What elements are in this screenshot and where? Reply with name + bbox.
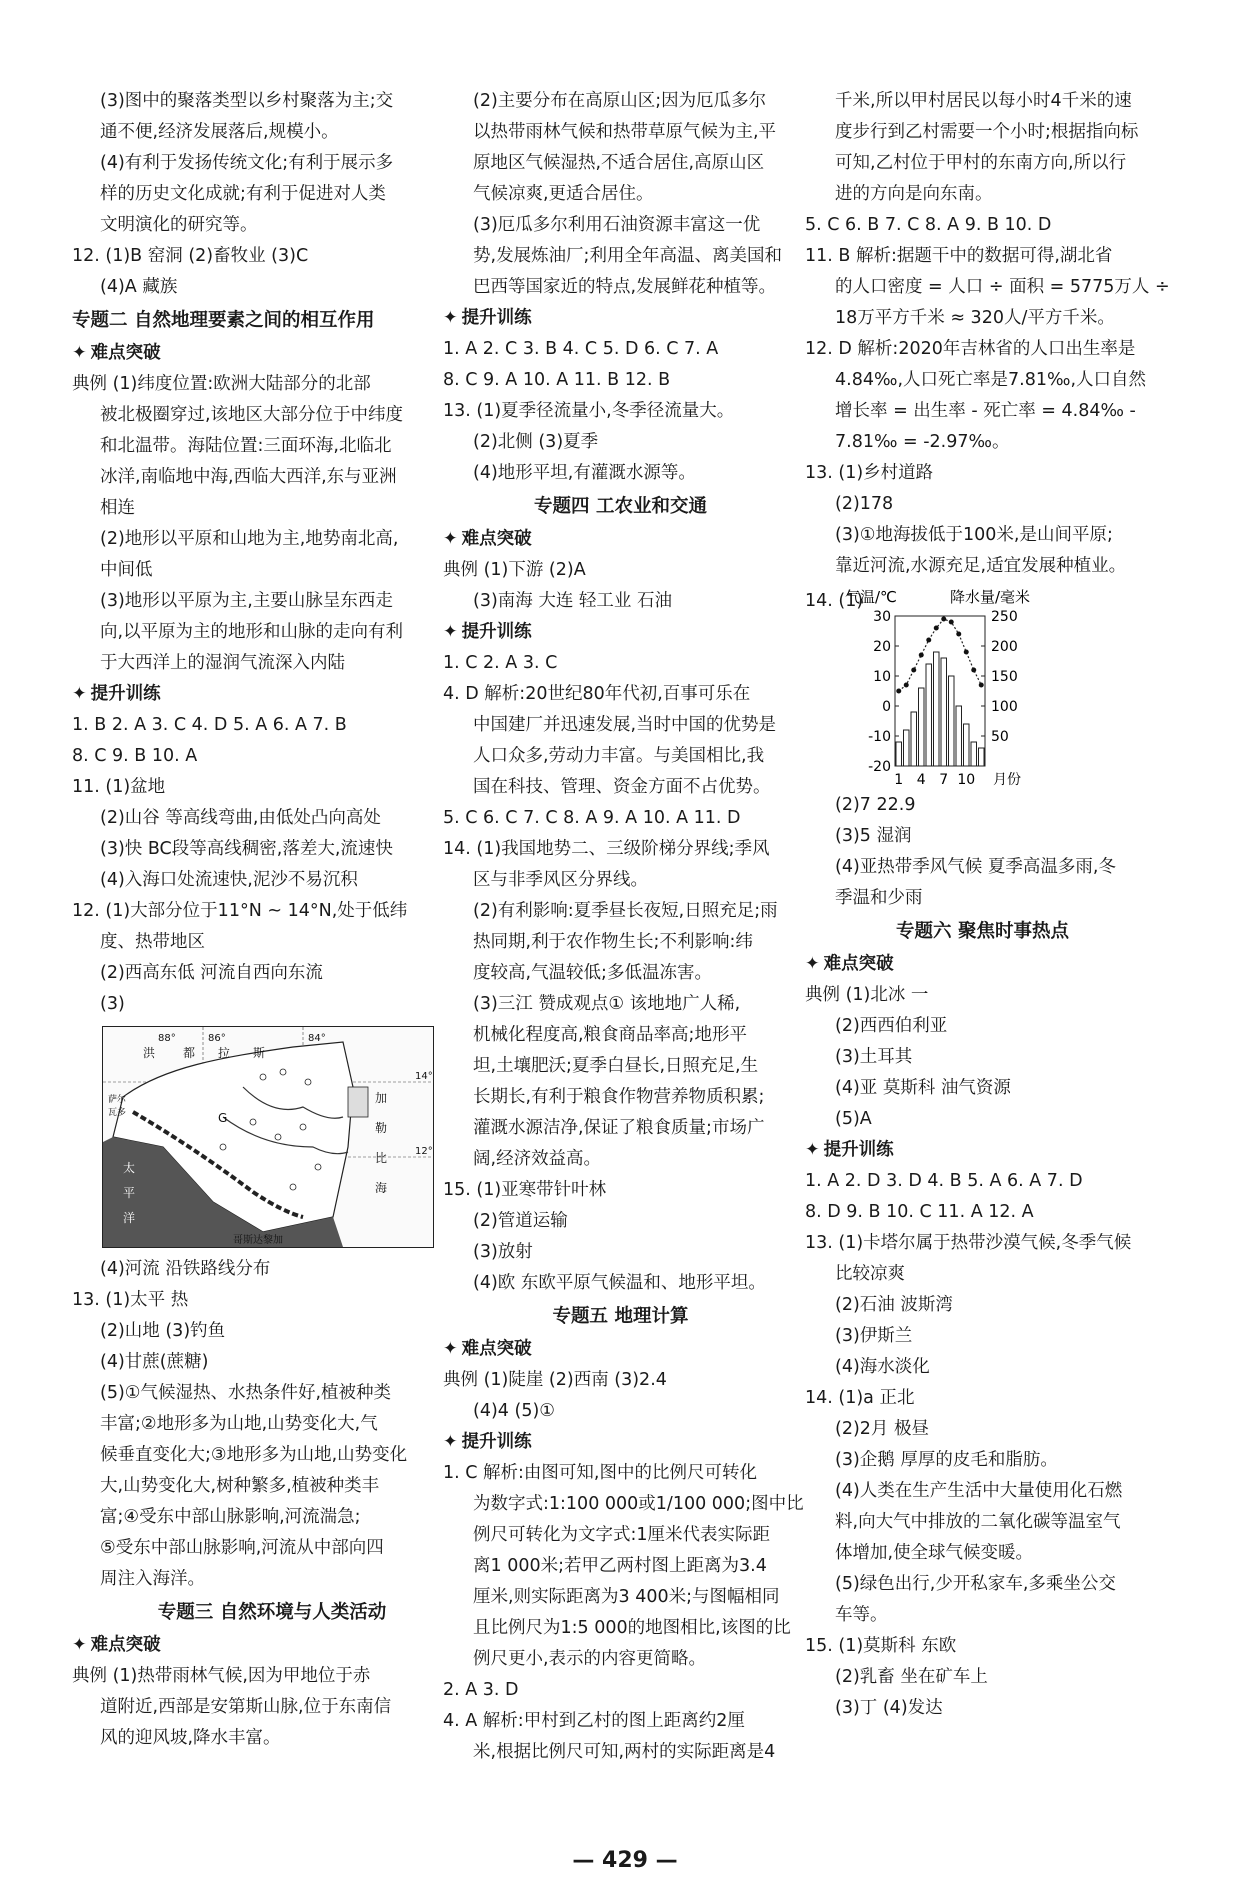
- precip-bar: [964, 724, 970, 766]
- text-line: (2)7 22.9: [835, 795, 916, 815]
- text-line: 阔,经济效益高。: [473, 1149, 602, 1169]
- text-line: 14. (1)a 正北: [805, 1388, 915, 1408]
- text-line: (4)地形平坦,有灌溉水源等。: [473, 463, 696, 483]
- text-line: (2)主要分布在高原山区;因为厄瓜多尔: [473, 91, 767, 111]
- text-line: 车等。: [835, 1605, 888, 1625]
- text-line: (3)放射: [473, 1242, 533, 1262]
- temperature-point: [896, 689, 901, 694]
- subsection-heading: ✦ 提升训练: [443, 1427, 798, 1458]
- central-america-map: [103, 1027, 433, 1247]
- text-line: (5)绿色出行,少开私家车,多乘坐公交: [835, 1574, 1116, 1594]
- section-heading: 专题三 自然环境与人类活动: [157, 1602, 387, 1623]
- page-number: — 429 —: [572, 1848, 678, 1873]
- text-line: (2)山地 (3)钓鱼: [100, 1321, 226, 1341]
- text-line: 料,向大气中排放的二氧化碳等温室气: [835, 1512, 1121, 1532]
- text-line: 度、热带地区: [100, 932, 205, 952]
- section-heading: 专题四 工农业和交通: [534, 496, 707, 517]
- text-line: (3)丁 (4)发达: [835, 1698, 943, 1718]
- map-place-label: 加: [375, 1091, 388, 1105]
- text-line: 中国建厂并迅速发展,当时中国的优势是: [473, 715, 777, 735]
- x-axis-label: 月份: [993, 772, 1021, 786]
- text-line: (2)北侧 (3)夏季: [473, 432, 599, 452]
- text-line: 厘米,则实际距离为3 400米;与图幅相同: [473, 1587, 780, 1607]
- y1-tick-label: -10: [868, 729, 891, 745]
- temperature-point: [956, 632, 961, 637]
- text-line: 相连: [100, 498, 135, 518]
- text-line: 以热带雨林气候和热带草原气候为主,平: [473, 122, 777, 142]
- precip-bar: [971, 742, 977, 766]
- temperature-point: [941, 617, 946, 622]
- text-line: 风的迎风坡,降水丰富。: [100, 1728, 281, 1748]
- text-line: 区与非季风区分界线。: [473, 870, 648, 890]
- text-line: 12. D 解析:2020年吉林省的人口出生率是: [805, 339, 1136, 359]
- text-line: 2. A 3. D: [443, 1680, 519, 1700]
- text-line: 坦,土壤肥沃;夏季白昼长,日照充足,生: [473, 1056, 759, 1076]
- text-line: 4. A 解析:甲村到乙村的图上距离约2厘: [443, 1711, 745, 1731]
- text-line: (2)石油 波斯湾: [835, 1295, 953, 1315]
- map-place-label: 洋: [123, 1211, 136, 1225]
- column-1-text-top: [72, 86, 472, 1020]
- text-line: 米,根据比例尺可知,两村的实际距离是4: [473, 1742, 776, 1762]
- column-2-text: [443, 86, 804, 1768]
- y1-axis-label: 气温/℃: [845, 588, 897, 606]
- column-2: [443, 86, 804, 1768]
- text-line: 典例 (1)纬度位置:欧洲大陆部分的北部: [72, 374, 371, 394]
- map-place-label: 海: [375, 1181, 388, 1195]
- text-line: 11. (1)盆地: [72, 777, 166, 797]
- precip-bar: [904, 730, 910, 766]
- y2-tick-label: 200: [991, 639, 1018, 655]
- text-line: (2)山谷 等高线弯曲,由低处凸向高处: [100, 808, 381, 828]
- text-line: (4)河流 沿铁路线分布: [100, 1259, 271, 1279]
- text-line: (3)①地海拔低于100米,是山间平原;: [835, 525, 1113, 545]
- precip-bar: [919, 688, 925, 766]
- text-line: 增长率 = 出生率 - 死亡率 = 4.84‰ -: [835, 401, 1136, 421]
- text-line: (3)地形以平原为主,主要山脉呈东西走: [100, 591, 393, 611]
- text-line: 中间低: [100, 560, 153, 580]
- column-1-text-bottom: [72, 1254, 472, 1754]
- temperature-point: [979, 683, 984, 688]
- text-line: 被北极圈穿过,该地区大部分位于中纬度: [100, 405, 404, 425]
- map-figure: [102, 1026, 434, 1248]
- text-line: 为数字式:1:100 000或1/100 000;图中比: [473, 1494, 804, 1514]
- text-line: 12. (1)B 窑洞 (2)畜牧业 (3)C: [72, 246, 309, 266]
- text-line: (4)入海口处流速快,泥沙不易沉积: [100, 870, 358, 890]
- text-line: 通不便,经济发展落后,规模小。: [100, 122, 339, 142]
- precip-bar: [926, 664, 932, 766]
- text-line: 5. C 6. C 7. C 8. A 9. A 10. A 11. D: [443, 808, 741, 828]
- text-line: (2)乳畜 坐在矿车上: [835, 1667, 988, 1687]
- temperature-point: [919, 653, 924, 658]
- text-line: 可知,乙村位于甲村的东南方向,所以行: [835, 153, 1127, 173]
- y2-tick-label: 250: [991, 609, 1018, 625]
- x-tick-label: 1: [894, 772, 904, 786]
- x-tick-label: 4: [916, 772, 926, 786]
- text-line: 1. A 2. D 3. D 4. B 5. A 6. A 7. D: [805, 1171, 1083, 1191]
- y1-tick-label: 30: [873, 609, 891, 625]
- text-line: 靠近河流,水源充足,适宜发展种植业。: [835, 556, 1127, 576]
- text-line: 且比例尺为1:5 000的地图相比,该图的比: [473, 1618, 791, 1638]
- text-line: 7.81‰ = -2.97‰。: [835, 432, 1010, 452]
- map-place-label: 洪: [143, 1046, 156, 1060]
- text-line: 体增加,使全球气候变暖。: [835, 1543, 1034, 1563]
- text-line: 季温和少雨: [835, 888, 923, 908]
- text-line: (3)厄瓜多尔利用石油资源丰富这一优: [473, 215, 761, 235]
- text-line: (4)亚热带季风气候 夏季高温多雨,冬: [835, 857, 1116, 877]
- text-line: 长期长,有利于粮食作物营养物质积累;: [473, 1087, 765, 1107]
- precip-bar: [941, 658, 947, 766]
- map-place-label: 萨尔: [108, 1095, 127, 1105]
- y2-tick-label: 50: [991, 729, 1009, 745]
- temperature-point: [964, 650, 969, 655]
- text-line: 国在科技、管理、资金方面不占优势。: [473, 777, 771, 797]
- subsection-heading: ✦ 难点突破: [805, 949, 1160, 980]
- column-3-text-bottom: [805, 790, 1160, 1724]
- lat-label-14: 14°: [415, 1071, 433, 1082]
- text-line: 道附近,西部是安第斯山脉,位于东南信: [100, 1697, 392, 1717]
- text-line: 12. (1)大部分位于11°N ~ 14°N,处于低纬: [72, 901, 408, 921]
- map-place-label: 瓦多: [108, 1108, 127, 1118]
- map-place-label: 太: [123, 1161, 136, 1175]
- map-place-label: G: [218, 1111, 228, 1125]
- temperature-point: [911, 668, 916, 673]
- text-line: 离1 000米;若甲乙两村图上距离为3.4: [473, 1556, 767, 1576]
- text-line: 丰富;②地形多为山地,山势变化大,气: [100, 1414, 378, 1434]
- text-line: (3)快 BC段等高线稠密,落差大,流速快: [100, 839, 393, 859]
- text-line: 典例 (1)热带雨林气候,因为甲地位于赤: [72, 1666, 371, 1686]
- text-line: (4)A 藏族: [100, 277, 178, 297]
- text-line: 1. C 2. A 3. C: [443, 653, 558, 673]
- temperature-point: [904, 683, 909, 688]
- text-line: 周注入海洋。: [100, 1569, 205, 1589]
- text-line: 4.84‰,人口死亡率是7.81‰,人口自然: [835, 370, 1147, 390]
- text-line: (4)有利于发扬传统文化;有利于展示多: [100, 153, 394, 173]
- map-place-label: 都: [183, 1046, 196, 1060]
- subsection-heading: ✦ 难点突破: [443, 524, 798, 555]
- y1-tick-label: -20: [868, 759, 891, 775]
- text-line: (3)三江 赞成观点① 该地地广人稀,: [473, 994, 741, 1014]
- text-line: 4. D 解析:20世纪80年代初,百事可乐在: [443, 684, 751, 704]
- text-line: (4)欧 东欧平原气候温和、地形平坦。: [473, 1273, 766, 1293]
- text-line: (3)土耳其: [835, 1047, 913, 1067]
- text-line: 典例 (1)北冰 一: [805, 985, 929, 1005]
- text-line: 15. (1)莫斯科 东欧: [805, 1636, 957, 1656]
- map-place-label: 比: [375, 1151, 388, 1165]
- text-line: 向,以平原为主的地形和山脉的走向有利: [100, 622, 404, 642]
- text-line: 13. (1)卡塔尔属于热带沙漠气候,冬季气候: [805, 1233, 1132, 1253]
- text-line: 千米,所以甲村居民以每小时4千米的速: [835, 91, 1132, 111]
- y2-tick-label: 100: [991, 699, 1018, 715]
- text-line: 15. (1)亚寒带针叶林: [443, 1180, 607, 1200]
- section-heading: 专题二 自然地理要素之间的相互作用: [72, 310, 375, 331]
- chart-question-label: 14. (1): [805, 591, 864, 611]
- section-heading: 专题六 聚焦时事热点: [896, 921, 1069, 942]
- text-line: (2)西高东低 河流自西向东流: [100, 963, 323, 983]
- map-place-label: 斯: [253, 1046, 266, 1060]
- text-line: 典例 (1)陡崖 (2)西南 (3)2.4: [443, 1370, 667, 1390]
- text-line: (3)5 湿润: [835, 826, 912, 846]
- text-line: (2)有利影响:夏季昼长夜短,日照充足;雨: [473, 901, 778, 921]
- text-line: (3)企鹅 厚厚的皮毛和脂肪。: [835, 1450, 1058, 1470]
- precip-bar: [934, 652, 940, 766]
- y2-tick-label: 150: [991, 669, 1018, 685]
- text-line: 14. (1)我国地势二、三级阶梯分界线;季风: [443, 839, 770, 859]
- map-place-label: 哥斯达黎加: [233, 1235, 283, 1246]
- text-line: 13. (1)乡村道路: [805, 463, 934, 483]
- text-line: 8. C 9. B 10. A: [72, 746, 198, 766]
- text-line: 原地区气候湿热,不适合居住,高原山区: [473, 153, 765, 173]
- x-tick-label: 7: [939, 772, 949, 786]
- climate-chart-block: [805, 586, 1160, 786]
- text-line: (3)图中的聚落类型以乡村聚落为主;交: [100, 91, 394, 111]
- text-line: (5)①气候湿热、水热条件好,植被种类: [100, 1383, 392, 1403]
- subsection-heading: ✦ 提升训练: [443, 303, 798, 334]
- text-line: 例尺可转化为文字式:1厘米代表实际距: [473, 1525, 771, 1545]
- text-line: (4)甘蔗(蔗糖): [100, 1352, 209, 1372]
- climate-chart: [845, 586, 1165, 786]
- text-line: 富;④受东中部山脉影响,河流湍急;: [100, 1507, 361, 1527]
- text-line: 1. C 解析:由图可知,图中的比例尺可转化: [443, 1463, 757, 1483]
- text-line: (2)地形以平原和山地为主,地势南北高,: [100, 529, 399, 549]
- text-line: 候垂直变化大;③地形多为山地,山势变化: [100, 1445, 408, 1465]
- text-line: (4)亚 莫斯科 油气资源: [835, 1078, 1011, 1098]
- subsection-heading: ✦ 提升训练: [443, 617, 798, 648]
- lat-label-12: 12°: [415, 1146, 433, 1157]
- text-line: 1. A 2. C 3. B 4. C 5. D 6. C 7. A: [443, 339, 719, 359]
- y1-tick-label: 10: [873, 669, 891, 685]
- text-line: (3)伊斯兰: [835, 1326, 913, 1346]
- section-heading: 专题五 地理计算: [552, 1306, 689, 1327]
- text-line: 人口众多,劳动力丰富。与美国相比,我: [473, 746, 765, 766]
- text-line: 于大西洋上的湿润气流深入内陆: [100, 653, 345, 673]
- text-line: (2)西西伯利亚: [835, 1016, 948, 1036]
- text-line: 大,山势变化大,树种繁多,植被种类丰: [100, 1476, 380, 1496]
- text-line: 1. B 2. A 3. C 4. D 5. A 6. A 7. B: [72, 715, 347, 735]
- text-line: (3)南海 大连 轻工业 石油: [473, 591, 672, 611]
- text-line: (2)178: [835, 494, 894, 514]
- text-line: 典例 (1)下游 (2)A: [443, 560, 586, 580]
- column-1: [72, 86, 472, 1754]
- text-line: 度步行到乙村需要一个小时;根据指向标: [835, 122, 1139, 142]
- precip-bar: [979, 748, 985, 766]
- text-line: (4)人类在生产生活中大量使用化石燃: [835, 1481, 1123, 1501]
- text-line: (2)管道运输: [473, 1211, 568, 1231]
- text-line: 热同期,利于农作物生长;不利影响:纬: [473, 932, 753, 952]
- text-line: 和北温带。海陆位置:三面环海,北临北: [100, 436, 392, 456]
- precip-bar: [949, 676, 955, 766]
- text-line: 13. (1)太平 热: [72, 1290, 189, 1310]
- text-line: 比较凉爽: [835, 1264, 905, 1284]
- subsection-heading: ✦ 难点突破: [443, 1334, 798, 1365]
- text-line: 气候凉爽,更适合居住。: [473, 184, 654, 204]
- text-line: 13. (1)夏季径流量小,冬季径流量大。: [443, 401, 735, 421]
- subsection-heading: ✦ 难点突破: [72, 338, 472, 369]
- text-line: 11. B 解析:据题干中的数据可得,湖北省: [805, 246, 1113, 266]
- temperature-point: [949, 620, 954, 625]
- text-line: 度较高,气温较低;多低温冻害。: [473, 963, 712, 983]
- text-line: 样的历史文化成就;有利于促进对人类: [100, 184, 386, 204]
- temperature-point: [926, 638, 931, 643]
- subsection-heading: ✦ 提升训练: [805, 1135, 1160, 1166]
- temperature-line: [899, 619, 982, 691]
- precip-bar: [896, 742, 902, 766]
- text-line: 势,发展炼油厂;利用全年高温、离美国和: [473, 246, 782, 266]
- text-line: 8. C 9. A 10. A 11. B 12. B: [443, 370, 671, 390]
- map-place-label: 平: [123, 1186, 136, 1200]
- lon-label-86: 86°: [208, 1033, 226, 1044]
- temperature-point: [971, 668, 976, 673]
- text-line: (4)4 (5)①: [473, 1401, 555, 1421]
- text-line: 机械化程度高,粮食商品率高;地形平: [473, 1025, 747, 1045]
- column-3-text-top: [805, 86, 1170, 582]
- text-line: 5. C 6. B 7. C 8. A 9. B 10. D: [805, 215, 1052, 235]
- text-line: 8. D 9. B 10. C 11. A 12. A: [805, 1202, 1034, 1222]
- temperature-point: [934, 626, 939, 631]
- y1-tick-label: 0: [882, 699, 891, 715]
- text-line: ⑤受东中部山脉影响,河流从中部向四: [100, 1538, 384, 1558]
- text-line: 18万平方千米 ≈ 320人/平方千米。: [835, 308, 1115, 328]
- text-line: (2)2月 极昼: [835, 1419, 929, 1439]
- subsection-heading: ✦ 提升训练: [72, 679, 472, 710]
- lon-label-88: 88°: [158, 1033, 176, 1044]
- text-line: (3): [100, 994, 125, 1014]
- text-line: 灌溉水源洁净,保证了粮食质量;市场广: [473, 1118, 765, 1138]
- x-tick-label: 10: [957, 772, 976, 786]
- subsection-heading: ✦ 难点突破: [72, 1630, 472, 1661]
- text-line: 文明演化的研究等。: [100, 215, 258, 235]
- y2-axis-label: 降水量/毫米: [950, 588, 1031, 606]
- y1-tick-label: 20: [873, 639, 891, 655]
- precip-bar: [956, 706, 962, 766]
- text-line: 巴西等国家近的特点,发展鲜花种植等。: [473, 277, 777, 297]
- text-line: 例尺更小,表示的内容更简略。: [473, 1649, 707, 1669]
- text-line: (5)A: [835, 1109, 872, 1129]
- text-line: 的人口密度 = 人口 ÷ 面积 = 5775万人 ÷: [835, 277, 1170, 297]
- map-place-label: 勒: [375, 1121, 388, 1135]
- precip-bar: [911, 712, 917, 766]
- text-line: 进的方向是向东南。: [835, 184, 993, 204]
- column-3: [805, 86, 1170, 1724]
- lon-label-84: 84°: [308, 1033, 326, 1044]
- text-line: 冰洋,南临地中海,西临大西洋,东与亚洲: [100, 467, 397, 487]
- text-line: (4)海水淡化: [835, 1357, 930, 1377]
- map-place-label: 拉: [218, 1046, 231, 1060]
